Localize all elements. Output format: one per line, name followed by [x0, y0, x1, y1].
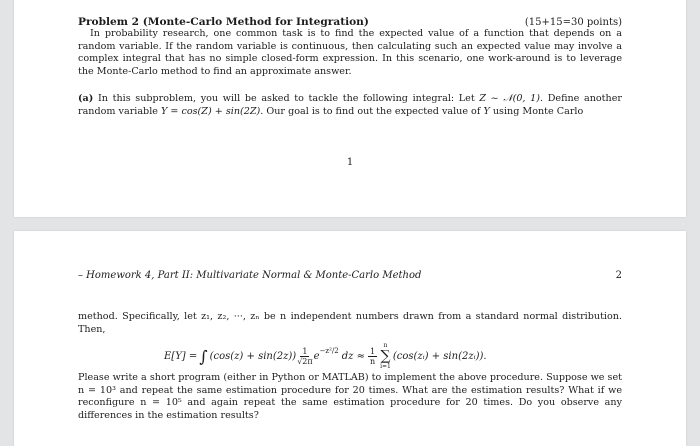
average-denominator: n	[369, 356, 376, 366]
formula-integrand: (cos(z) + sin(2z))	[209, 350, 297, 362]
exponential-power: −z²/2	[319, 347, 339, 355]
problem-title: Problem 2 (Monte-Carlo Method for Integration)	[78, 16, 369, 28]
average-numerator: 1	[369, 346, 376, 356]
part-a-y-definition: Y = cos(Z) + sin(2Z).	[161, 105, 264, 117]
summation-symbol: ∑	[380, 348, 391, 364]
fraction-denominator: √2π	[297, 356, 313, 366]
exponential-base: e	[313, 350, 320, 362]
part-a-text-1: In this subproblem, you will be asked to tackle the following integral: Let	[97, 93, 475, 104]
average-fraction	[368, 347, 377, 366]
part-a-y-symbol: Y	[483, 105, 490, 117]
continuation-paragraph: method. Specifically, let z₁, z₂, ···, zₙ be n independent numbers drawn from a standard normal distribution. Then,	[78, 311, 622, 335]
document-page-1	[14, 0, 686, 217]
intro-paragraph: In probability research, one common task is to find the expected value of a function that depends on a random variable. If the random variable is continuous, then calculating such an expected value may involve a complex integral that has no simple closed-form expression. In this scenario, one work-around is to leverage the Monte-Carlo method to find an approximate answer.	[78, 28, 622, 77]
formula-dz: dz ≈	[341, 350, 365, 362]
part-a-text-3: Our goal is to find out the expected value of	[266, 105, 481, 117]
part-a-distribution: Z ~ 𝒩(0, 1).	[479, 93, 544, 104]
summation-term: (cos(zᵢ) + sin(2zᵢ)).	[392, 350, 487, 362]
part-a-text-2: Define another random variable	[78, 93, 622, 117]
summation-upper: n	[383, 342, 388, 349]
summation	[380, 342, 391, 370]
running-header	[78, 270, 622, 281]
page-number: 1	[346, 157, 354, 168]
problem-header	[78, 16, 622, 28]
normal-pdf-fraction	[297, 347, 312, 366]
monte-carlo-formula	[164, 342, 487, 370]
running-title: – Homework 4, Part II: Multivariate Normal & Monte-Carlo Method	[78, 270, 422, 281]
page-number: 2	[615, 270, 622, 281]
document-page-2	[14, 231, 686, 446]
fraction-numerator: 1	[302, 346, 308, 356]
part-a-paragraph	[78, 93, 622, 118]
integral-symbol: ∫	[199, 346, 208, 366]
summation-lower: i=1	[380, 363, 391, 370]
problem-points: (15+15=30 points)	[524, 17, 622, 28]
task-paragraph: Please write a short program (either in Python or MATLAB) to implement the above procedure. Suppose we set n = 10³ and repeat the same estimation procedure for 20 times. What are the estimation results? What if we reconfigure n = 10⁵ and again repeat the same estimation procedure for 20 times. Do you observe any differences in the estimation results?	[78, 372, 622, 421]
formula-lhs: E[Y] =	[164, 350, 198, 362]
part-a-label: (a)	[78, 93, 94, 104]
part-a-text-4: using Monte Carlo	[492, 105, 584, 117]
